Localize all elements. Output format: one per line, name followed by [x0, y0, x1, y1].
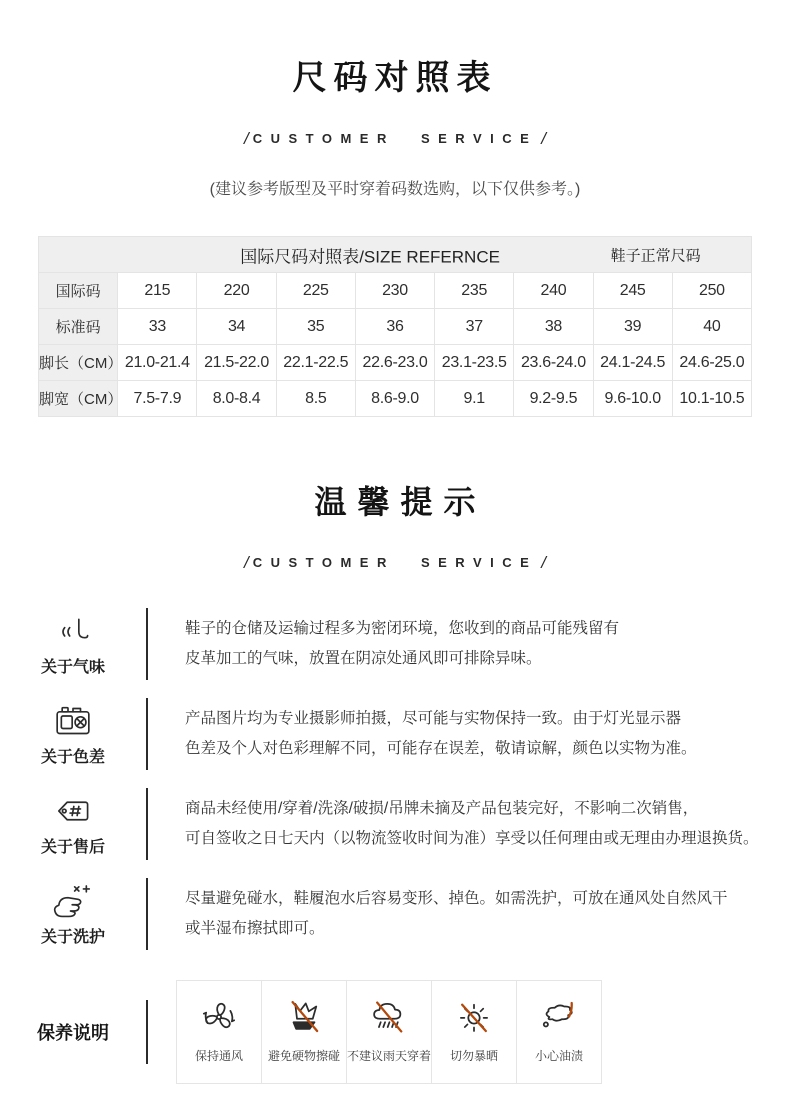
cell: 215 [118, 273, 197, 309]
tip-after-sales [0, 788, 790, 860]
vertical-divider [146, 608, 148, 680]
cell: 40 [672, 309, 751, 345]
cell: 39 [593, 309, 672, 345]
care-grid [176, 980, 602, 1084]
vertical-divider [146, 878, 148, 950]
cell: 35 [276, 309, 355, 345]
cell: 22.1-22.5 [276, 345, 355, 381]
tip-text [185, 884, 728, 944]
cell: 8.0-8.4 [197, 381, 276, 417]
tip-color-left [0, 701, 146, 767]
care-item-label: 避免硬物擦碰 [267, 1049, 340, 1063]
vertical-divider [146, 788, 148, 860]
tip-label: 关于色差 [40, 749, 105, 766]
vertical-divider [146, 1000, 148, 1064]
customer-service-text: CUSTOMER SERVICE [252, 131, 538, 146]
cell: 24.1-24.5 [593, 345, 672, 381]
tip-text-line1: 尽量避免碰水，鞋履泡水后容易变形、掉色。如需洗护，可放在通风处自然风干 [185, 890, 728, 907]
row-label: 脚宽（CM） [39, 381, 118, 417]
customer-service-subtitle-1 [0, 129, 790, 149]
price-tag-icon [53, 791, 93, 831]
tip-washing-care [0, 878, 790, 950]
cell: 220 [197, 273, 276, 309]
no-sun-exposure-icon [453, 996, 495, 1038]
table-row-foot-width [39, 381, 752, 417]
care-item-label: 小心油渍 [534, 1049, 583, 1063]
customer-service-text: CUSTOMER SERVICE [252, 555, 538, 570]
tip-text-line1: 商品未经使用/穿着/洗涤/破损/吊牌未摘及产品包装完好，不影响二次销售， [185, 800, 699, 817]
care-item-no-hard-object [261, 980, 347, 1084]
cell: 10.1-10.5 [672, 381, 751, 417]
tip-text-line2: 皮革加工的气味，放置在阴凉处通风即可排除异味。 [185, 650, 542, 667]
tip-label: 关于气味 [40, 659, 105, 676]
tip-label: 关于售后 [40, 839, 105, 856]
care-item-label: 保持通风 [194, 1049, 243, 1063]
tip-text [185, 704, 697, 764]
cell: 8.6-9.0 [355, 381, 434, 417]
cell: 245 [593, 273, 672, 309]
cell: 7.5-7.9 [118, 381, 197, 417]
hand-wash-icon [53, 881, 93, 921]
row-label: 标准码 [39, 309, 118, 345]
cell: 34 [197, 309, 276, 345]
table-header-cell [39, 237, 752, 273]
nose-smell-icon [53, 611, 93, 651]
tip-after-sales-left [0, 791, 146, 857]
cell: 38 [514, 309, 593, 345]
oil-stain-icon [538, 996, 580, 1038]
cell: 235 [435, 273, 514, 309]
size-reference-table [38, 236, 752, 417]
warm-tips-title: 温馨提示 [314, 484, 487, 520]
tip-color-difference [0, 698, 790, 770]
vertical-divider [146, 698, 148, 770]
camera-icon [53, 701, 93, 741]
tip-text-line1: 产品图片均为专业摄影师拍摄，尽可能与实物保持一致。由于灯光显示器 [185, 710, 682, 727]
cell: 9.1 [435, 381, 514, 417]
table-header-row [39, 237, 752, 273]
tip-smell-left [0, 611, 146, 677]
no-hard-object-icon [283, 996, 325, 1038]
cell: 22.6-23.0 [355, 345, 434, 381]
table-row-foot-length [39, 345, 752, 381]
care-item-oil-stain [516, 980, 602, 1084]
slash-left-icon: / [243, 129, 249, 148]
slash-right-icon: / [541, 129, 547, 148]
tip-text [185, 794, 759, 854]
table-row-intl-code [39, 273, 752, 309]
care-item-label: 切勿暴晒 [449, 1049, 498, 1063]
cell: 9.2-9.5 [514, 381, 593, 417]
cell: 23.1-23.5 [435, 345, 514, 381]
customer-service-subtitle-2 [0, 553, 790, 573]
care-instructions [0, 980, 790, 1084]
slash-right-icon: / [541, 553, 547, 572]
cell: 9.6-10.0 [593, 381, 672, 417]
slash-left-icon: / [243, 553, 249, 572]
tip-washing-left [0, 881, 146, 947]
cell: 37 [435, 309, 514, 345]
tip-text-line1: 鞋子的仓储及运输过程多为密闭环境，您收到的商品可能残留有 [185, 620, 620, 637]
size-advice-note: (建议参考版型及平时穿着码数选购，以下仅供参考。) [209, 181, 581, 198]
row-label: 国际码 [39, 273, 118, 309]
cell: 230 [355, 273, 434, 309]
cell: 23.6-24.0 [514, 345, 593, 381]
cell: 240 [514, 273, 593, 309]
row-label: 脚长（CM） [39, 345, 118, 381]
care-item-no-rain [346, 980, 432, 1084]
cell: 21.5-22.0 [197, 345, 276, 381]
cell: 36 [355, 309, 434, 345]
cell: 8.5 [276, 381, 355, 417]
table-header-left: 国际尺码对照表/SIZE REFERNCE [240, 247, 500, 266]
tip-smell [0, 608, 790, 680]
cell: 225 [276, 273, 355, 309]
cell: 24.6-25.0 [672, 345, 751, 381]
care-item-label: 不建议雨天穿着 [347, 1049, 432, 1063]
table-header-right: 鞋子正常尺码 [610, 247, 701, 264]
cell: 250 [672, 273, 751, 309]
tip-text-line2: 可自签收之日七天内（以物流签收时间为准）享受以任何理由或无理由办理退换货。 [185, 830, 759, 847]
fan-ventilation-icon [198, 996, 240, 1038]
care-item-no-sun [431, 980, 517, 1084]
care-label: 保养说明 [37, 1023, 109, 1043]
tip-text [185, 614, 619, 674]
no-rain-icon [368, 996, 410, 1038]
tip-label: 关于洗护 [40, 929, 105, 946]
care-item-ventilation [176, 980, 262, 1084]
cell: 21.0-21.4 [118, 345, 197, 381]
size-chart-title: 尺码对照表 [292, 59, 498, 97]
table-row-standard-code [39, 309, 752, 345]
tip-text-line2: 或半湿布擦拭即可。 [185, 920, 325, 937]
tip-text-line2: 色差及个人对色彩理解不同，可能存在误差，敬请谅解，颜色以实物为准。 [185, 740, 697, 757]
cell: 33 [118, 309, 197, 345]
tips-list [0, 608, 790, 1084]
